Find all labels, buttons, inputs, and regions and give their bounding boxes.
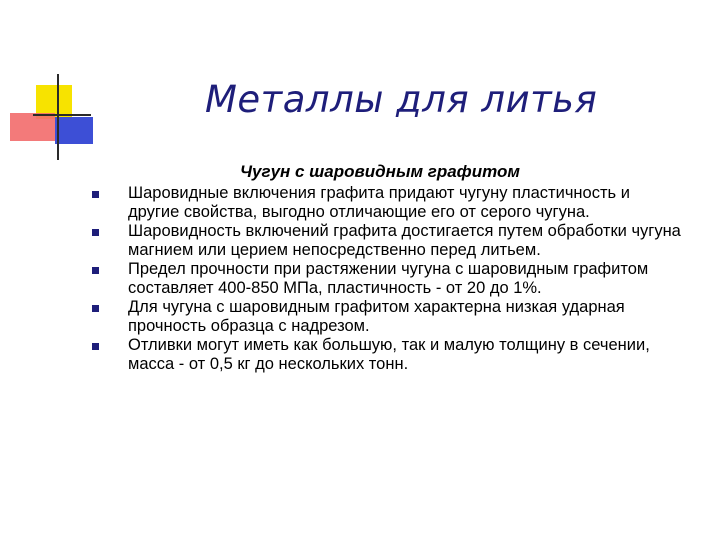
bullet-item	[92, 260, 683, 298]
bullet-list	[92, 184, 692, 374]
decor-red-square	[10, 113, 55, 141]
bullet-text: Отливки могут иметь как большую, так и малую толщину в сечении, масса - от 0,5 кг до нескольких тонн.	[128, 336, 650, 373]
square-bullet-icon	[92, 191, 99, 198]
bullet-text: Для чугуна с шаровидным графитом характерна низкая ударная прочность образца с надрезом.	[128, 298, 625, 335]
bullet-text: Предел прочности при растяжении чугуна с шаровидным графитом составляет 400-850 МПа, пластичность - от 20 до 1%.	[128, 260, 649, 297]
decor-blue-square	[55, 117, 93, 144]
decor-horizontal-line	[33, 114, 91, 116]
bullet-text: Шаровидность включений графита достигается путем обработки чугуна магнием или церием непосредственно перед литьем.	[128, 222, 681, 259]
slide-title: Металлы для литья	[205, 78, 598, 121]
square-bullet-icon	[92, 343, 99, 350]
bullet-item	[92, 298, 683, 336]
bullet-item	[92, 222, 683, 260]
square-bullet-icon	[92, 229, 99, 236]
slide-subtitle: Чугун с шаровидным графитом	[240, 162, 520, 181]
bullet-text: Шаровидные включения графита придают чугуну пластичность и другие свойства, выгодно отличающие его от серого чугуна.	[128, 184, 630, 221]
square-bullet-icon	[92, 305, 99, 312]
decor-vertical-line	[57, 74, 59, 160]
bullet-item	[92, 336, 683, 374]
square-bullet-icon	[92, 267, 99, 274]
bullet-item	[92, 184, 683, 222]
